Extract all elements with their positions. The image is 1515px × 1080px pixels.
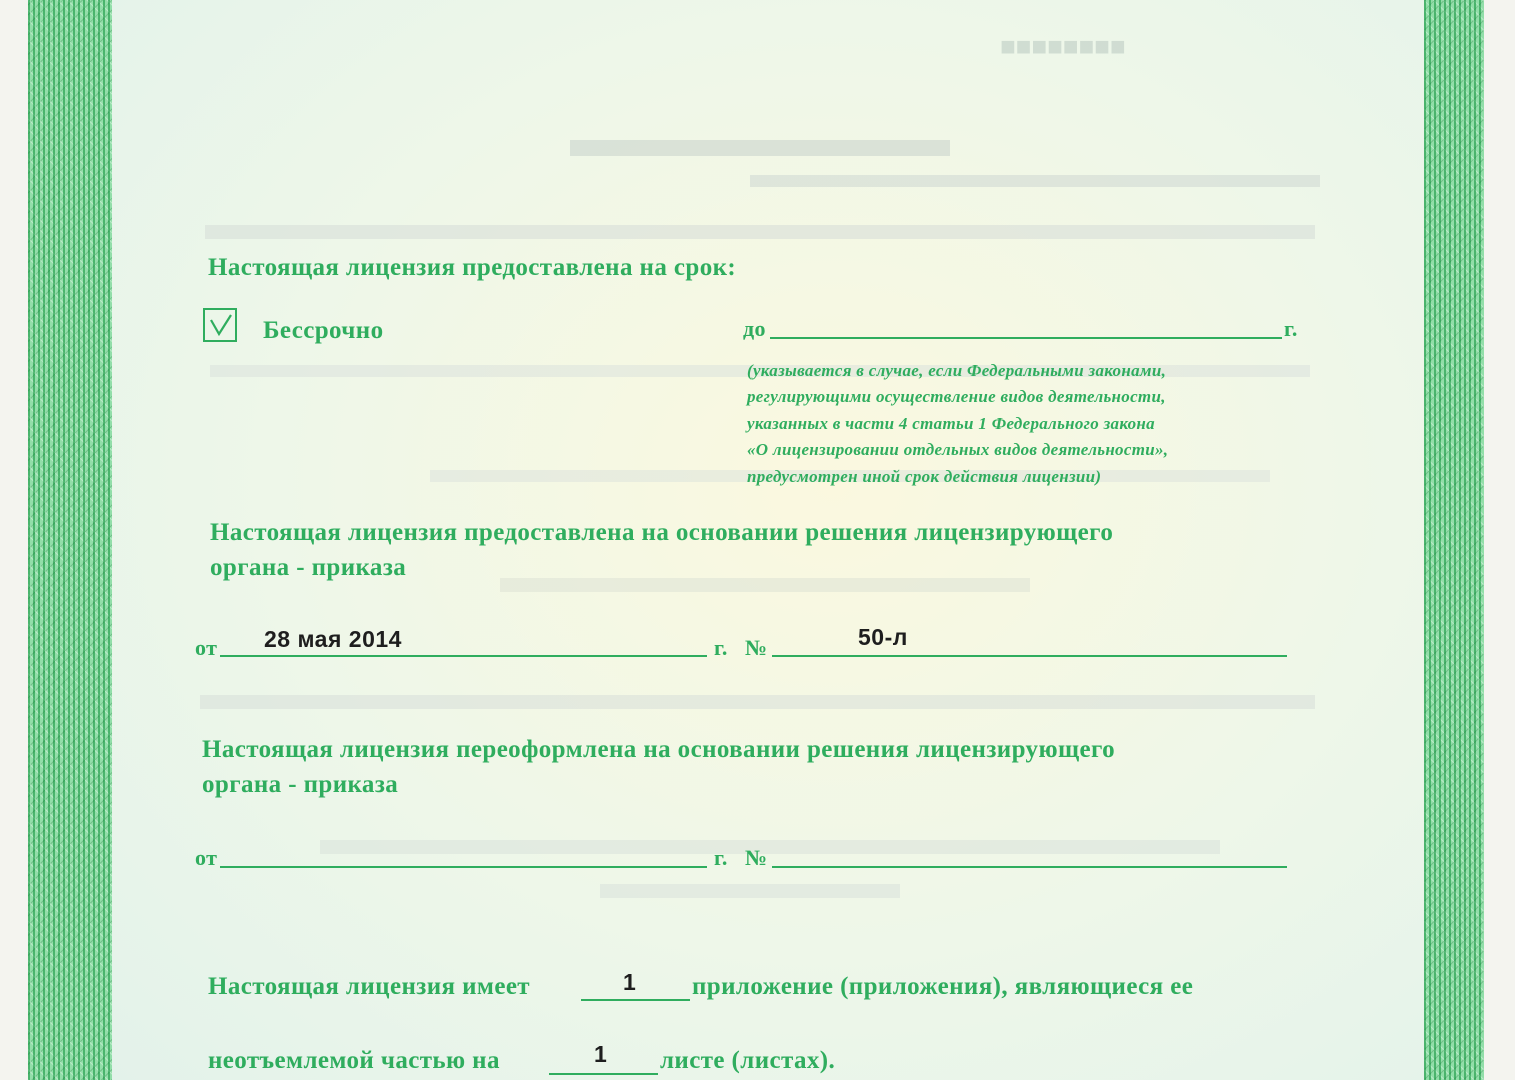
granted-from-label: от: [195, 635, 218, 660]
reissued-date-line: [220, 866, 707, 868]
appendix-count-value: 1: [623, 969, 637, 995]
granted-date-value: 28 мая 2014: [264, 626, 402, 652]
sheet-count-value: 1: [594, 1041, 608, 1067]
term-note-line: предусмотрен иной срок действия лицензии): [747, 467, 1102, 486]
show-through-text: [205, 225, 1315, 239]
scan-edge-right: [1484, 0, 1515, 1080]
appendix-line2-suffix: листе (листах).: [660, 1047, 836, 1074]
indefinite-label: Бессрочно: [263, 317, 384, 344]
guilloche-border-left: [28, 0, 112, 1080]
appendix-count-line: [581, 999, 690, 1001]
scan-edge-left: [0, 0, 28, 1080]
appendix-line2-prefix: неотъемлемой частью на: [208, 1047, 500, 1074]
until-date-line: [770, 337, 1282, 339]
show-through-text: [320, 840, 1220, 854]
show-through-text: [570, 140, 950, 156]
term-note-line: указанных в части 4 статьи 1 Федерального закона: [747, 414, 1155, 433]
granted-date-line: [220, 655, 707, 657]
reissued-year-label: г.: [714, 845, 728, 870]
sheet-count-line: [549, 1073, 658, 1075]
granted-number-label: №: [745, 635, 768, 660]
show-through-text: [200, 695, 1315, 709]
reissued-from-label: от: [195, 845, 218, 870]
show-through-text: [600, 884, 900, 898]
granted-number-line: [772, 655, 1287, 657]
reissued-heading-line1: Настоящая лицензия переоформлена на основании решения лицензирующего: [202, 736, 1115, 763]
reissued-number-label: №: [745, 845, 768, 870]
term-note-line: (указывается в случае, если Федеральными законами,: [747, 361, 1167, 380]
term-note-line: регулирующими осуществление видов деятельности,: [747, 387, 1166, 406]
appendix-line1-prefix: Настоящая лицензия имеет: [208, 973, 530, 1000]
until-prefix: до: [743, 316, 766, 341]
term-heading: Настоящая лицензия предоставлена на срок:: [208, 254, 737, 281]
term-note-line: «О лицензировании отдельных видов деятельности»,: [747, 440, 1169, 459]
until-suffix: г.: [1284, 316, 1298, 341]
guilloche-border-right: [1424, 0, 1484, 1080]
show-through-text: ■■■■■■■■: [1000, 32, 1126, 61]
indefinite-checkbox[interactable]: [203, 308, 237, 342]
granted-number-value: 50-л: [858, 624, 908, 650]
show-through-text: [500, 578, 1030, 592]
reissued-heading-line2: органа - приказа: [202, 771, 399, 798]
appendix-line1-suffix: приложение (приложения), являющиеся ее: [692, 973, 1194, 1000]
reissued-number-line: [772, 866, 1287, 868]
granted-year-label: г.: [714, 635, 728, 660]
granted-heading-line1: Настоящая лицензия предоставлена на основании решения лицензирующего: [210, 519, 1114, 546]
checkmark-icon: [210, 313, 232, 337]
granted-heading-line2: органа - приказа: [210, 554, 407, 581]
show-through-text: [750, 175, 1320, 187]
